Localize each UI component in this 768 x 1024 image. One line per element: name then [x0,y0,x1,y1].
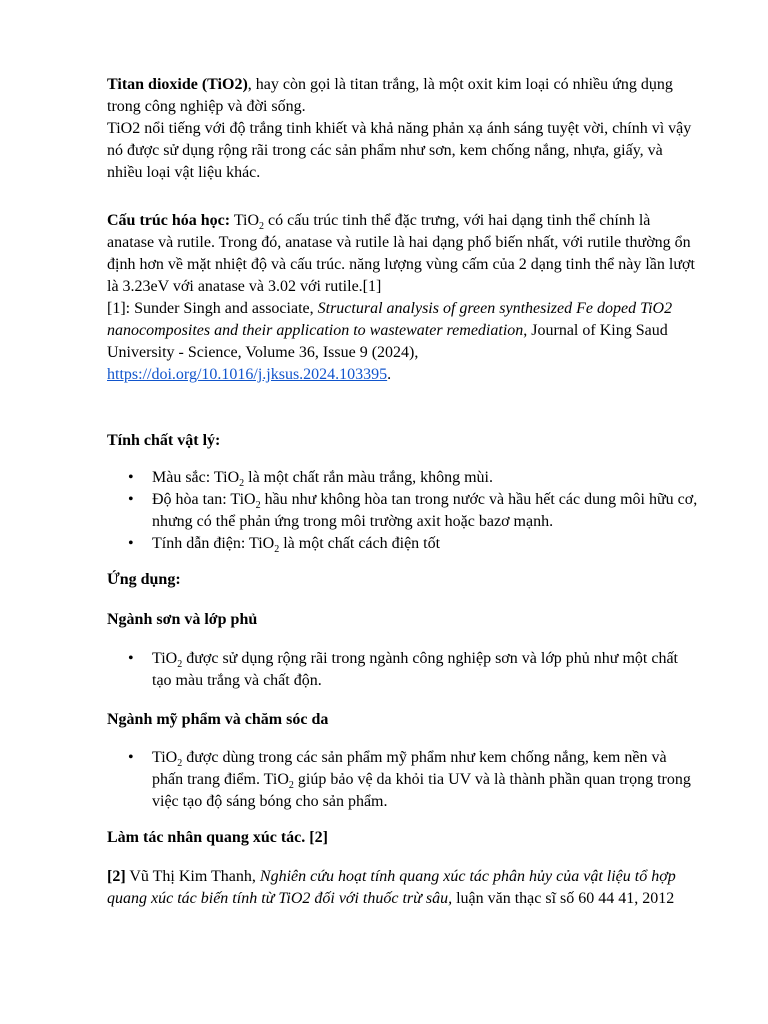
reference-2-wrap [107,866,699,910]
physical-section [107,430,699,452]
ref2-author: Vũ Thị Kim Thanh, [125,868,260,885]
reference-1 [107,298,699,386]
catalyst-heading [107,827,699,849]
item-lead: Màu sắc: TiO [152,469,240,486]
structure-paragraph [107,210,699,298]
ref2-marker: [2] [107,868,126,885]
item-sub: 2 [177,758,183,769]
cosmetics-list [107,747,699,813]
ref1-end: . [387,366,392,383]
item-sub: 2 [177,659,183,670]
item-text: hầu như không hòa tan trong nước và hầu hết các dung môi hữu cơ, nhưng có thể phản ứng trong môi trường axit hoặc bazơ mạnh. [152,491,698,530]
bullet-icon: • [128,535,134,552]
paint-heading [107,609,699,631]
bullet-icon: • [128,650,134,667]
item-sub: 2 [288,780,294,791]
intro-paragraph-2: TiO2 nổi tiếng với độ trắng tinh khiết và khả năng phản xạ ánh sáng tuyệt vời, chính vì vậy nó được sử dụng rộng rãi trong các sản phẩm như sơn, kem chống nắng, nhựa, giấy, và nhiều loại vật liệu khác. [107,120,692,181]
structure-text: có cấu trúc tinh thể đặc trưng, với hai dạng tinh thể chính là anatase và rutile. Trong đó, anatase và rutile là hai dạng phổ biến nhất, với rutile thường ổn định hơn về mặt nhiệt độ và cấu trúc. năng lượng vùng cấm của 2 dạng tinh thể này lần lượt là 3.23eV với anatase và 3.02 với rutile.[1] [107,212,695,295]
structure-heading: Cấu trúc hóa học: [107,212,231,229]
intro-paragraph [107,74,699,118]
catalyst-heading-wrap [107,827,699,849]
item-lead: Độ hòa tan: TiO [152,491,256,508]
ref2-title: Nghiên cứu hoạt tính quang xúc tác phân hủy của vật liệu tổ hợp quang xúc tác biến tính từ TiO2 đối với thuốc trừ sâu, [107,868,676,907]
list-item [128,533,699,555]
physical-list [107,467,699,555]
ref1-rest: , Journal of King Saud University - Science, Volume 36, Issue 9 (2024), [107,322,668,361]
catalyst-heading-text: Làm tác nhân quang xúc tác. [2] [107,829,328,846]
physical-heading-text: Tính chất vật lý: [107,432,221,449]
cosmetics-heading-text: Ngành mỹ phẩm và chăm sóc da [107,711,329,728]
list-item [128,648,699,692]
item-sub: 2 [239,478,245,489]
bullet-icon: • [128,469,134,486]
applications-heading [107,569,699,591]
item-lead: Tính dẫn điện: TiO [152,535,275,552]
item-text: được sử dụng rộng rãi trong ngành công nghiệp sơn và lớp phủ như một chất tạo màu trắng và chất độn. [152,650,678,689]
intro-term: Titan dioxide (TiO2) [107,76,248,93]
item-lead: TiO [152,650,178,667]
item-lead: TiO [152,749,178,766]
ref1-doi-link[interactable]: https://doi.org/10.1016/j.jksus.2024.103395 [107,366,388,383]
paint-list [107,648,699,692]
physical-heading [107,430,699,452]
structure-sub: 2 [259,221,265,232]
cosmetics-list-wrap [107,747,699,813]
cosmetics-heading-wrap [107,709,699,731]
applications-heading-text: Ứng dụng: [107,571,181,588]
structure-section [107,210,699,386]
list-item [128,489,699,533]
ref2-rest: luận văn thạc sĩ số 60 44 41, 2012 [452,890,675,907]
item-text: là một chất cách điện tốt [279,535,441,552]
intro-text: , hay còn gọi là titan trắng, là một oxit kim loại có nhiều ứng dụng trong công nghiệp và đời sống. [107,76,673,115]
paint-heading-wrap [107,609,699,631]
cosmetics-heading [107,709,699,731]
list-item [128,747,699,813]
item-sub: 2 [255,500,261,511]
physical-list-wrap [107,467,699,555]
intro-section [107,74,699,184]
paint-heading-text: Ngành sơn và lớp phủ [107,611,258,628]
structure-tio2: TiO [233,212,260,229]
item-text: là một chất rắn màu trắng, không mùi. [244,469,493,486]
applications-heading-wrap [107,569,699,591]
ref1-title: Structural analysis of green synthesized Fe doped TiO2 nanocomposites and their application to wastewater remediation [107,300,673,339]
item-sub: 2 [274,544,280,555]
ref1-prefix: [1]: Sunder Singh and associate, [107,300,318,317]
bullet-icon: • [128,491,134,508]
reference-2 [107,866,699,910]
item-text: giúp bảo vệ da khỏi tia UV và là thành phần quan trọng trong việc tạo độ sáng bóng cho sản phẩm. [152,771,691,810]
item-text: được dùng trong các sản phẩm mỹ phẩm như kem chống nắng, kem nền và phấn trang điểm. TiO [152,749,667,788]
list-item [128,467,699,489]
paint-list-wrap [107,648,699,692]
bullet-icon: • [128,749,134,766]
